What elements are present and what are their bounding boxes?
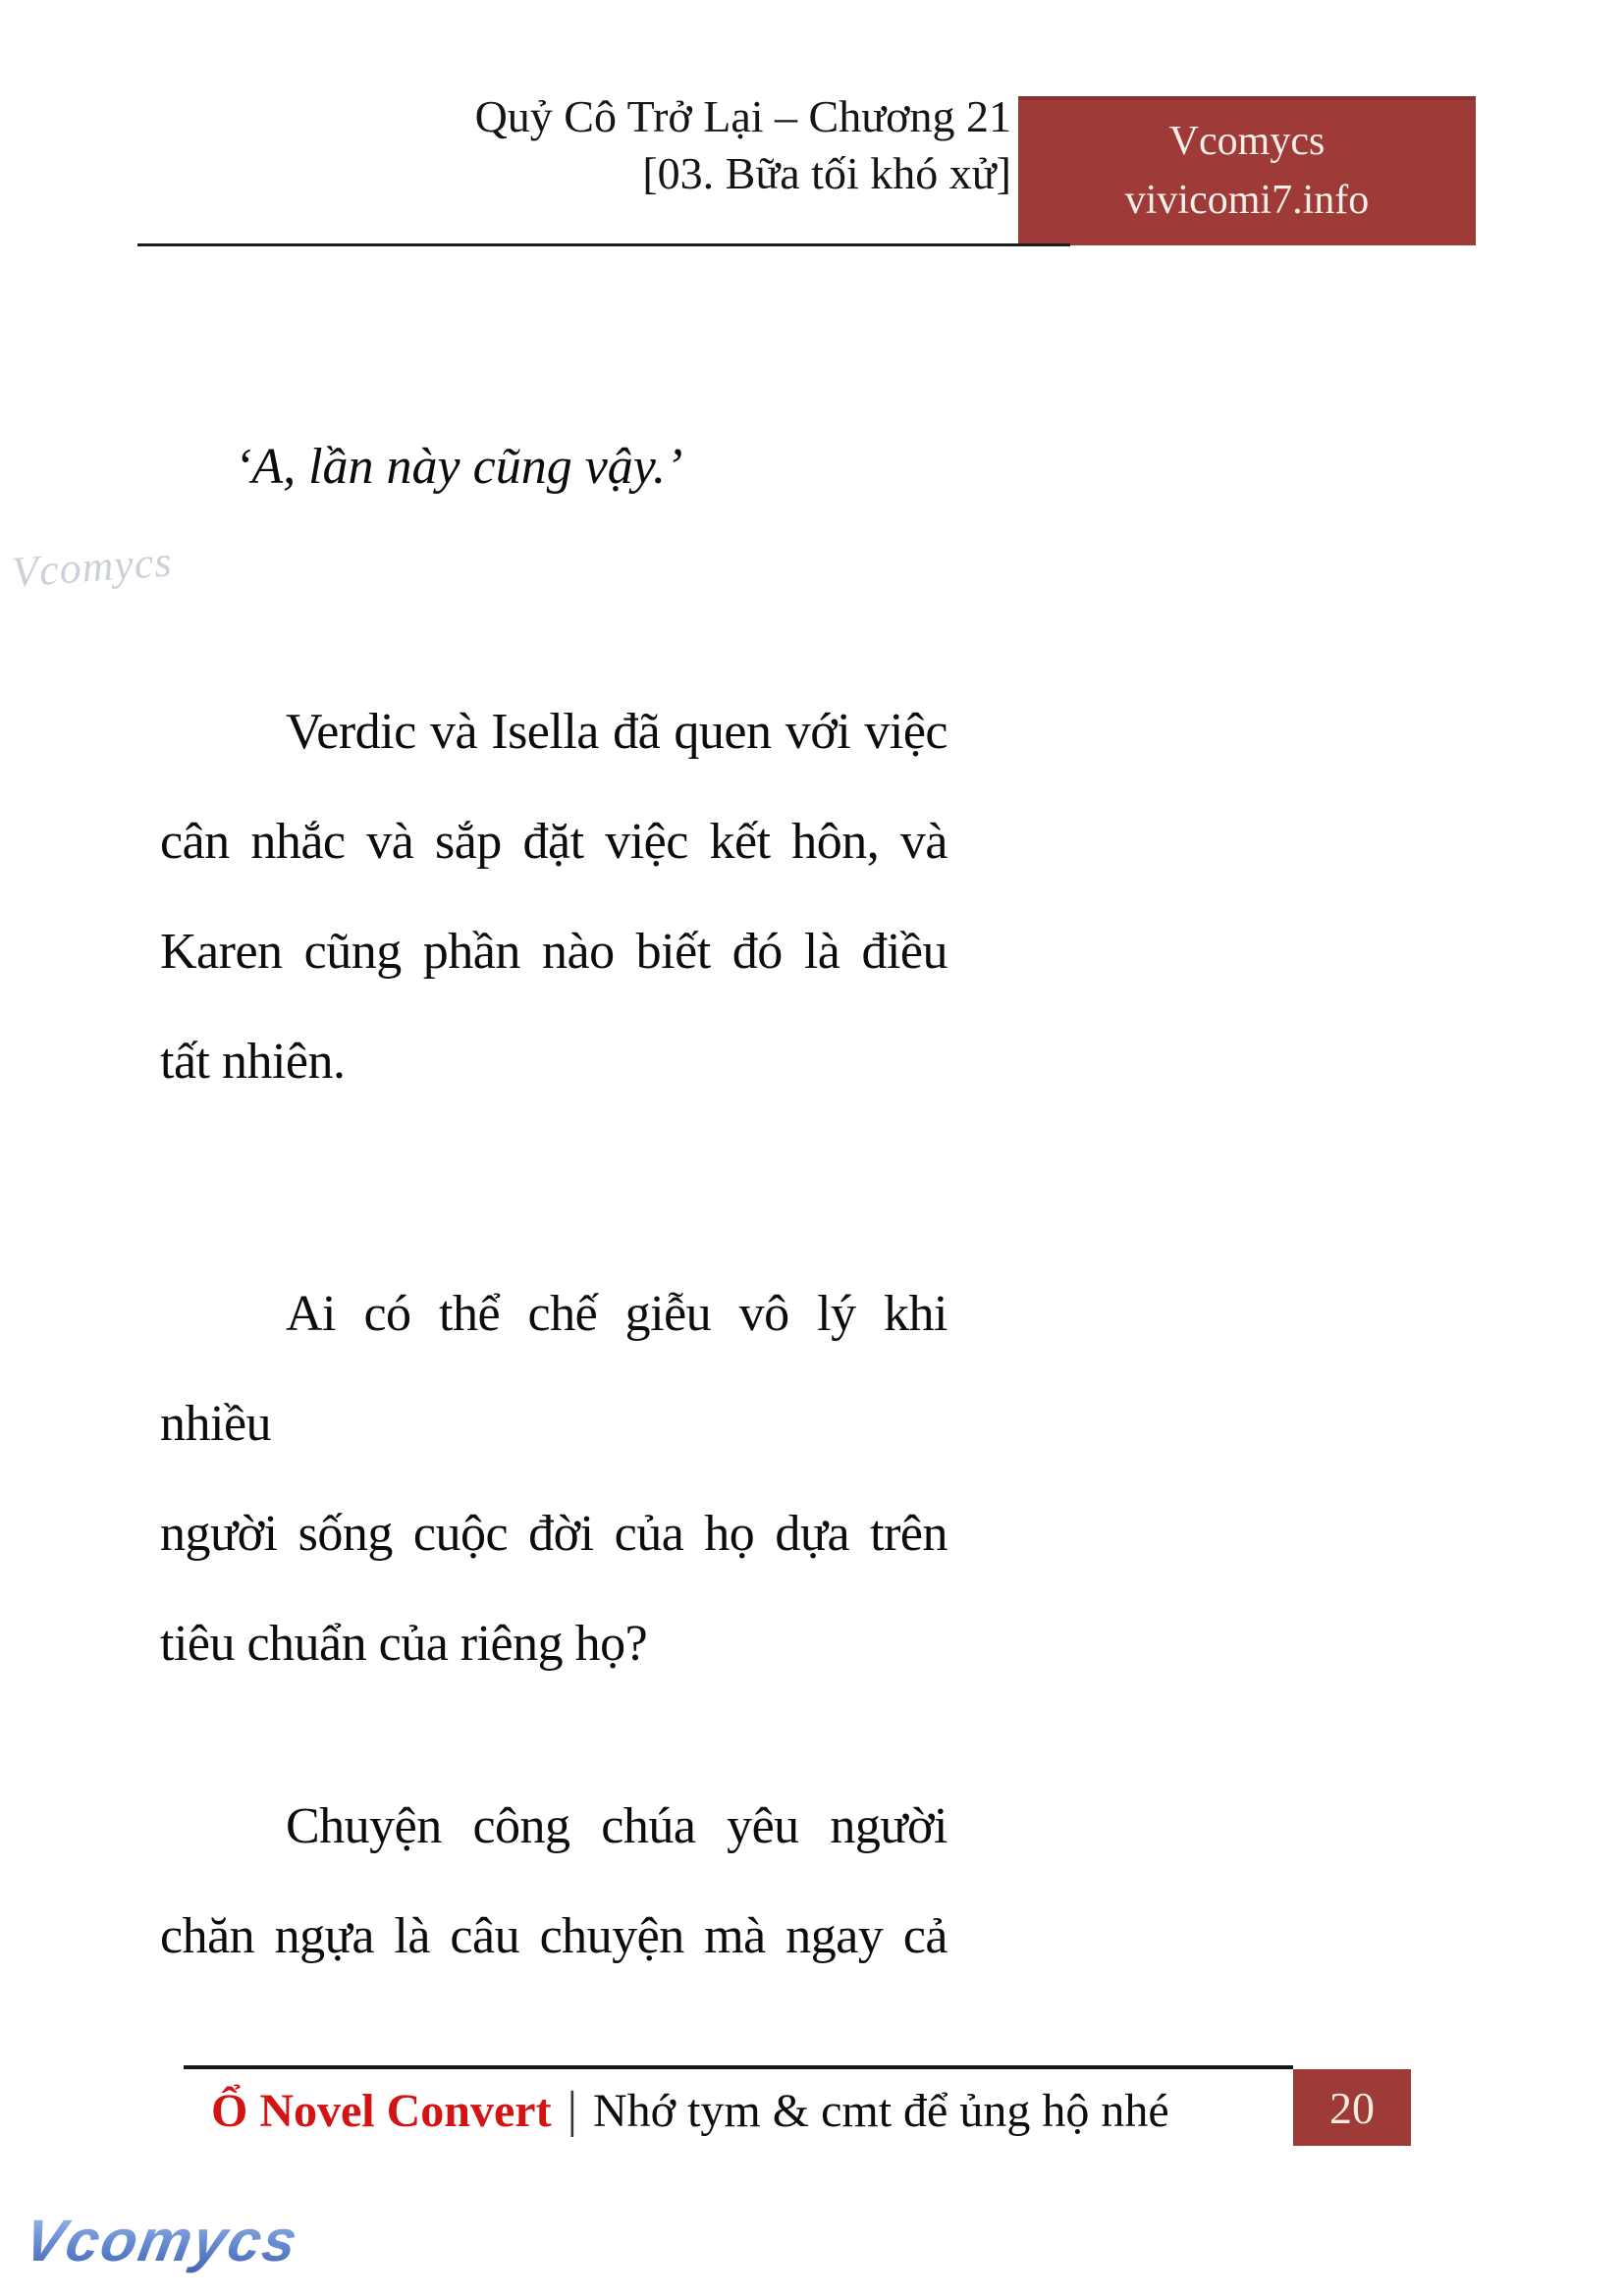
body-line: Chuyện công chúa yêu người <box>286 1798 947 1854</box>
page-number-badge <box>1293 2069 1411 2146</box>
page-title: Quỷ Cô Trở Lại – Chương 21 <box>474 91 1011 141</box>
brand-name: Vcomycs <box>1168 119 1326 164</box>
page-subtitle: [03. Bữa tối khó xử] <box>642 148 1011 198</box>
body-line: người sống cuộc đời của họ dựa trên <box>160 1506 947 1562</box>
body-line: cân nhắc và sắp đặt việc kết hôn, và <box>160 814 947 870</box>
body-line: Verdic và Isella đã quen với việc <box>286 704 947 760</box>
watermark-side: Vcomycs <box>10 537 174 597</box>
paragraph <box>160 1259 947 1699</box>
header-divider <box>137 243 1070 246</box>
brand-url: vivicomi7.info <box>1124 178 1370 223</box>
brand-box <box>1018 96 1476 245</box>
footer <box>211 2073 1291 2149</box>
body-line: chăn ngựa là câu chuyện mà ngay cả <box>160 1908 947 1964</box>
page-number: 20 <box>1329 2082 1375 2133</box>
paragraph <box>160 677 947 1117</box>
footer-separator: | <box>567 2082 578 2138</box>
body-line: tất nhiên. <box>160 1034 346 1090</box>
body-line: Ai có thể chế giễu vô lý khi nhiều <box>160 1286 947 1452</box>
body-line: Karen cũng phần nào biết đó là điều <box>160 924 947 980</box>
body-line: tiêu chuẩn của riêng họ? <box>160 1616 648 1672</box>
footer-note: Nhớ tym & cmt để ủng hộ nhé <box>593 2085 1169 2137</box>
header-title-block <box>128 88 1011 202</box>
footer-brand: Ổ Novel Convert <box>211 2085 552 2137</box>
footer-divider <box>184 2065 1293 2069</box>
quote-line: ‘A, lần này cũng vậy.’ <box>235 439 683 495</box>
paragraph <box>160 1772 947 1992</box>
watermark-logo: Vcomycs <box>20 2208 304 2273</box>
